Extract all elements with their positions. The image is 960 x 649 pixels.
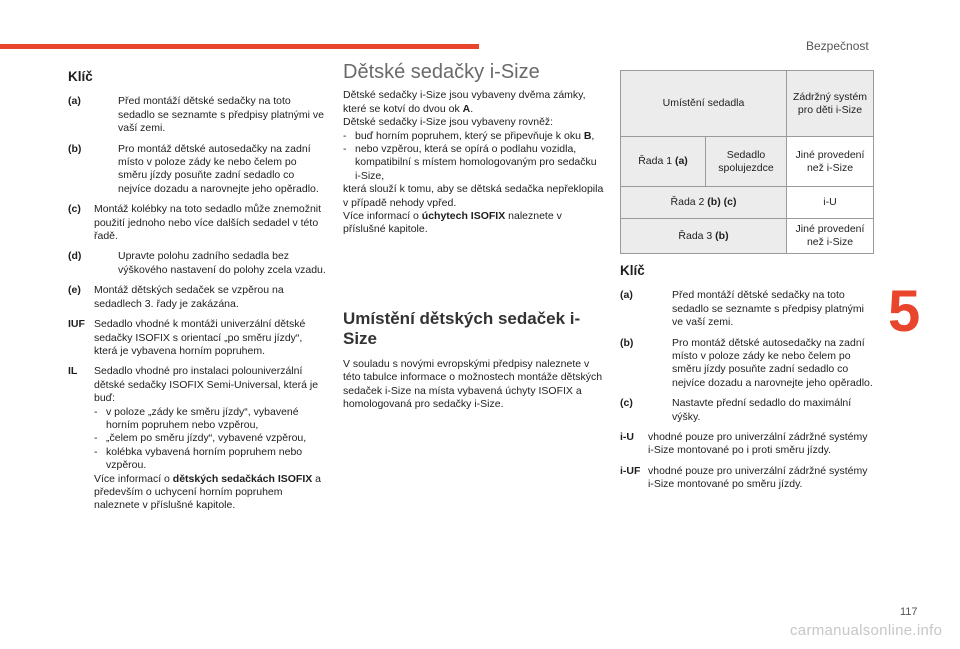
arrow-bullet-icon	[94, 250, 118, 277]
right-entry-iu: i-U vhodné pouze pro univerzální zádržné systémy i-Size montované po i proti směru jízdy.	[620, 431, 868, 457]
right-key-heading: Klíč	[620, 263, 645, 278]
isofix-reference: Více informací o úchytech ISOFIX naleznete v příslušné kapitole.	[343, 210, 562, 236]
accent-bar	[0, 44, 479, 49]
regulation-paragraph: V souladu s novými evropskými předpisy naleznete v této tabulce informace o možnostech montáže dětských sedaček i-Size na místa vybavená úchyty ISOFIX a homologovaná pro sedačky i-Size.	[343, 357, 603, 411]
left-entry-a: (a) Před montáží dětské sedačky na toto sedadlo se seznamte s předpisy platnými ve vaší zemi.	[68, 95, 325, 135]
arrow-bullet-icon	[94, 143, 118, 197]
section-label: Bezpečnost	[806, 39, 869, 53]
table-header-position: Umístění sedadla	[621, 71, 787, 137]
section-subtitle: Umístění dětských sedaček i-Size	[343, 308, 581, 348]
left-entry-c: (c) Montáž kolébky na toto sedadlo může znemožnit použití jednoho nebo více dalších sedadel v této řadě.	[68, 203, 322, 243]
right-entry-a: (a) Před montáží dětské sedačky na toto sedadlo se seznamte s předpisy platnými ve vaší zemi.	[620, 289, 865, 329]
arrow-bullet-icon	[648, 337, 672, 391]
right-entry-c: (c) Nastavte přední sedadlo do maximální výšky.	[620, 397, 852, 423]
list-item: - nebo vzpěrou, která se opírá o podlahu vozidla, kompatibilní s místem homologovaným pro sedačku i-Size,	[343, 143, 597, 182]
left-key-heading: Klíč	[68, 69, 93, 84]
left-entry-d: (d) Upravte polohu zadního sedadla bez výškového nastavení do polohy zcela vzadu.	[68, 250, 326, 276]
list-item: - v poloze „zády ke směru jízdy“, vybavené horním popruhem nebo vzpěrou,	[94, 405, 299, 431]
left-column	[68, 70, 326, 520]
arrow-bullet-icon	[94, 95, 118, 135]
left-entry-e: (e) Montáž dětských sedaček se vzpěrou na sedadlech 3. řady je zakázána.	[68, 284, 284, 310]
list-item: - „čelem po směru jízdy“, vybavené vzpěrou,	[94, 432, 307, 445]
arrow-bullet-icon	[648, 397, 672, 424]
seat-table	[620, 70, 874, 254]
arrow-bullet-icon	[648, 289, 672, 329]
intro-paragraph: Dětské sedačky i-Size jsou vybaveny dvěma zámky, které se kotví do dvou ok A.	[343, 89, 586, 115]
list-item: - kolébka vybavená horním popruhem nebo vzpěrou.	[94, 445, 303, 472]
table-header-restraint: Zádržný systém pro děti i-Size	[787, 71, 874, 137]
list-item: - buď horním popruhem, který se připevňuje k oku B,	[343, 129, 595, 142]
table-row: Řada 3 (b) Jiné provedení než i-Size	[621, 219, 874, 254]
left-entry-il: IL Sedadlo vhodné pro instalaci polouniverzální dětské sedačky ISOFIX Semi-Universal, která je buď: - v poloze „zády ke směru jízdy“, vybavené horním popruhem nebo vzpěrou, - „čelem po směru jízdy“, vybavené vzpěrou, - kolébka vybavená horním popruhem nebo vzpěrou. Více informací o dětských sedačkách ISOFIX a především o uchycení horním popruhem naleznete v příslušné kapitole.	[68, 365, 326, 512]
isofix-reference: Více informací o dětských sedačkách ISOFIX a především o uchycení horním popruhem naleznete v příslušné kapitole.	[94, 472, 322, 512]
right-entry-iuf: i-UF vhodné pouze pro univerzální zádržné systémy i-Size montované po směru jízdy.	[620, 464, 868, 491]
chapter-number: 5	[888, 279, 921, 344]
right-column	[620, 264, 876, 499]
watermark: carmanualsonline.info	[790, 622, 943, 639]
left-entry-iuf: IUF Sedadlo vhodné k montáži univerzální dětské sedačky ISOFIX s orientací „po směru jízdy“, která je vybavena horním popruhem.	[68, 318, 306, 357]
left-entry-b: (b) Pro montáž dětské autosedačky na zadní místo v poloze zády ke nebo čelem po směru jízdy posuňte zadní sedadlo co nejvíce dozadu a narovnejte jeho opěradlo.	[68, 142, 319, 195]
table-row: Řada 2 (b) (c) i-U	[621, 187, 874, 219]
page-number: 117	[900, 606, 918, 618]
table-row: Řada 1 (a) Sedadlo spolujezdce Jiné provedení než i-Size	[621, 137, 874, 187]
right-entry-b: (b) Pro montáž dětské autosedačky na zadní místo v poloze zády ke nebo čelem po směru jízdy posuňte zadní sedadlo co nejvíce dozadu a narovnejte jeho opěradlo.	[620, 336, 873, 389]
page-title: Dětské sedačky i-Size	[343, 61, 540, 83]
middle-column: Dětské sedačky i-Size Dětské sedačky i-Size jsou vybaveny dvěma zámky, které se kotví do dvou ok A. Dětské sedačky i-Size jsou vybaveny rovněž: - buď horním popruhem, který se připevňuje k oku B, - nebo vzpěrou, která se opírá o podlahu vozidla, kompatibilní s místem homologovaným pro sedačku i-Size, která slouží k tomu, aby se dětská sedačka nepřeklopila v případě nehody vpřed. Více informací o úchytech ISOFIX naleznete v příslušné kapitole. Umístění dětských sedaček i-Size V souladu s novými evropskými předpisy naleznete v této tabulce informace o možnostech montáže dětských sedaček i-Size na místa vybavená úchyty ISOFIX a homologovaná pro sedačky i-Size.	[343, 61, 604, 411]
